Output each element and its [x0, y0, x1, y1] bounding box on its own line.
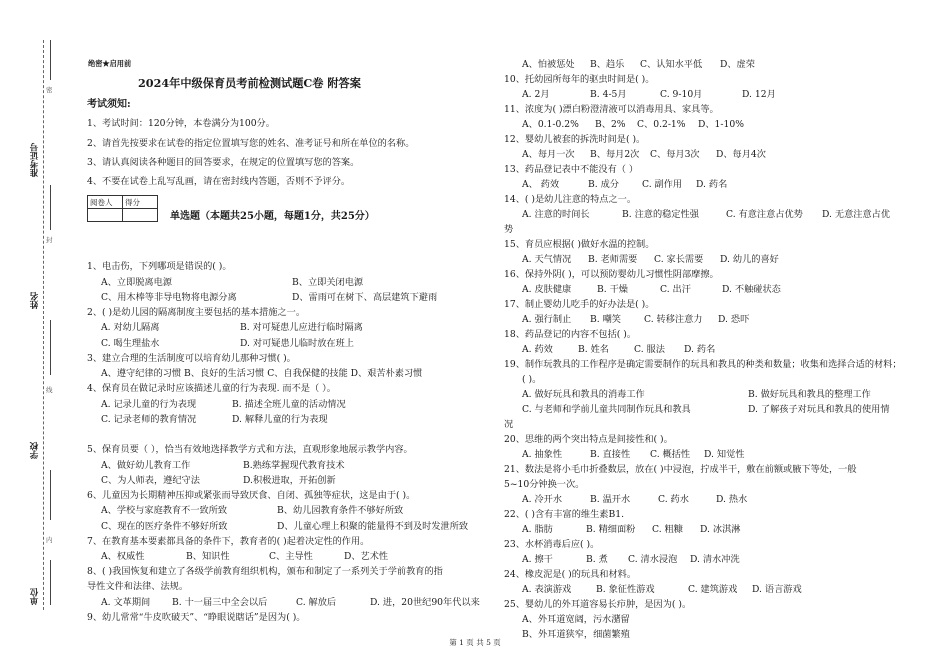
question-line: 4、保育员在做记录时应该描述儿童的行为表现. 而不是（ ）。	[87, 383, 336, 394]
question-line: 5、保育员要（ ），恰当有效地选择教学方式和方法，直观形象地展示教学内容。	[87, 444, 413, 455]
option-line: C、用木棒等非导电物将电源分离	[101, 292, 237, 303]
option-line: D、每月4次	[716, 149, 766, 160]
question-line: 3、建立合理的生活制度可以培育幼儿那种习惯( )。	[87, 353, 296, 364]
option-line: D. 冰淇淋	[700, 524, 741, 535]
secret-mark: 绝密★启用前	[88, 59, 132, 68]
option-line: D. 幼儿的喜好	[720, 254, 779, 265]
option-line: C、0.2-1%	[637, 119, 686, 130]
question-line: 22、( )含有丰富的维生素B1.	[504, 509, 624, 520]
option-line: B. 老师需要	[588, 254, 638, 265]
exam-number-label: 准考证号	[30, 143, 40, 177]
question-line: 16、保持外阴( )，可以预防婴幼儿习惯性阴部摩擦。	[504, 269, 719, 280]
question-line: 7、在教育基本要素都具备的条件下，教育者的( )起着决定性的作用。	[87, 536, 370, 547]
fill-line	[50, 560, 51, 605]
option-line: C. 副作用	[642, 179, 683, 190]
option-line: C. 服法	[634, 344, 665, 355]
option-line: B、知识性	[186, 551, 230, 562]
option-line: C. 转移注意力	[644, 314, 703, 325]
option-line: D. 知觉性	[704, 449, 745, 460]
option-line: D. 恐吓	[718, 314, 750, 325]
option-line: C. 有意注意占优势	[726, 209, 803, 220]
option-line: A、做好幼儿教育工作	[101, 460, 191, 471]
option-line: B. 干燥	[597, 284, 628, 295]
instructions-heading: 考试须知:	[87, 99, 131, 110]
option-line: D. 药名	[684, 344, 716, 355]
option-line: D. 清水冲洗	[690, 554, 740, 565]
option-line: B. 温开水	[590, 494, 631, 505]
option-line: A、学校与家庭教育不一致所致	[101, 505, 228, 516]
option-line: B. 注意的稳定性强	[622, 209, 699, 220]
option-line: A. 2月	[522, 89, 550, 100]
option-line: A、遵守纪律的习惯 B、良好的生活习惯 C、自我保健的技能 D、艰苦朴素习惯	[101, 368, 423, 379]
name-label: 姓名	[30, 292, 40, 309]
option-line: B. 描述全班儿童的活动情况	[232, 399, 346, 410]
page-title: 2024年中级保育员考前检测试题C卷 附答案	[138, 76, 361, 90]
option-line: A、怕被惩处	[522, 59, 575, 70]
option-line: A. 擦干	[522, 554, 553, 565]
option-line: C、认知水平低	[640, 59, 703, 70]
option-line: C. 记录老师的教育情况	[101, 414, 197, 425]
seal-line	[43, 40, 44, 610]
option-line: C. 家长需要	[654, 254, 704, 265]
option-line: D. 了解孩子对玩具和教具的使用情	[748, 404, 890, 415]
fill-line	[50, 185, 51, 230]
option-line: C. 解放后	[296, 597, 337, 608]
option-line: B. 十一届三中全会以后	[172, 597, 268, 608]
option-line: C. 建筑游戏	[688, 584, 738, 595]
option-line: B、幼儿园教育条件不够好所致	[277, 505, 404, 516]
option-line: B、外耳道狭窄，细菌繁殖	[522, 629, 630, 640]
option-line: D. 无意注意占优	[822, 209, 891, 220]
option-line: B. 直接性	[590, 449, 631, 460]
question-line: 11、浓度为( )漂白粉澄清液可以消毒用具、家具等。	[504, 104, 719, 115]
option-line: B、趋乐	[590, 59, 625, 70]
question-line: 19、制作玩教具的工作程序是确定需要制作的玩具和教具的种类和数量；收集和选择合适的材料；	[504, 359, 902, 370]
option-line: A. 文革期间	[101, 597, 151, 608]
option-line: C. 药水	[658, 494, 689, 505]
question-line: 8、( )我国恢复和建立了各级学前教育组织机构，颁布和制定了一系列关于学前教育的指	[87, 566, 443, 577]
question-line: 14、( )是幼儿注意的特点之一。	[504, 194, 637, 205]
option-line: B. 嘲笑	[590, 314, 621, 325]
option-line: C. 清水浸泡	[628, 554, 678, 565]
question-line: 10、托幼园所每年的驱虫时间是( )。	[504, 74, 655, 85]
option-line: 况	[504, 419, 514, 430]
instruction-item: 4、不要在试卷上乱写乱画，请在密封线内答题，否则不予评分。	[87, 176, 351, 187]
option-line: D.积极进取，开拓创新	[243, 475, 336, 486]
option-line: A. 对幼儿隔离	[101, 322, 160, 333]
seal-mark: 密	[46, 86, 53, 94]
question-line: 20、思维的两个突出特点是间接性和( )。	[504, 434, 673, 445]
unit-label: 单位	[30, 588, 40, 605]
score-cell	[123, 209, 158, 222]
option-line: A、外耳道宽阔，污水潴留	[522, 614, 630, 625]
option-line: B. 4-5月	[590, 89, 627, 100]
option-line: B. 姓名	[578, 344, 609, 355]
option-line: A、每月一次	[522, 149, 575, 160]
option-line: A、0.1-0.2%	[522, 119, 579, 130]
option-line: A. 记录儿童的行为表现	[101, 399, 197, 410]
option-line: D. 药名	[696, 179, 728, 190]
option-line: D. 进，20世纪90年代以来	[370, 597, 480, 608]
option-line: C、主导性	[269, 551, 313, 562]
option-line: C. 9-10月	[660, 89, 703, 100]
option-line: ( )。	[522, 374, 542, 385]
option-line: A. 表演游戏	[522, 584, 572, 595]
option-line: D. 对可疑患儿临时放在班上	[240, 338, 354, 349]
question-line: 21、数法是将小毛巾折叠数层，放在( )中浸泡，拧成半干，敷在前额或腋下等处，一般	[504, 464, 857, 475]
option-line: C、为人师表，遵纪守法	[101, 475, 200, 486]
option-line: A. 抽象性	[522, 449, 563, 460]
instruction-item: 2、请首先按要求在试卷的指定位置填写您的姓名、准考证号和所在单位的名称。	[87, 138, 415, 149]
fill-line	[50, 320, 51, 375]
option-line: A. 冷开水	[522, 494, 563, 505]
option-line: A. 皮肤健康	[522, 284, 572, 295]
option-line: B、每月2次	[590, 149, 640, 160]
option-line: C、每月3次	[650, 149, 700, 160]
question-line: 13、药品登记表中不能没有（ ）	[504, 164, 639, 175]
question-line: 12、婴幼儿被套的拆洗时间是( )。	[504, 134, 646, 145]
question-line: 15、育员应根据( )做好水温的控制。	[504, 239, 655, 250]
option-line: B.熟练掌握现代教育技术	[243, 460, 345, 471]
option-line: D、1-10%	[698, 119, 744, 130]
question-line: 1、电击伤，下列哪项是错误的( )。	[87, 261, 232, 272]
instruction-item: 1、考试时间：120分钟，本卷满分为100分。	[87, 118, 275, 129]
question-line: 24、橡皮泥是( )的玩具和材料。	[504, 569, 637, 580]
option-line: B. 做好玩具和教具的整理工作	[748, 389, 871, 400]
option-line: D. 不触碰状态	[722, 284, 781, 295]
seal-mark: 内	[46, 536, 53, 544]
option-line: B. 对可疑患儿应进行临时隔离	[240, 322, 363, 333]
option-line: C. 与老师和学前儿童共同制作玩具和教具	[522, 404, 691, 415]
seal-mark: 线	[46, 386, 53, 394]
option-line: B. 煮	[586, 554, 608, 565]
option-line: C. 出汗	[660, 284, 691, 295]
option-line: D、儿童心理上积聚的能量得不到及时发泄所致	[277, 521, 469, 532]
option-line: B. 精细面粉	[586, 524, 636, 535]
option-line: A. 做好玩具和教具的消毒工作	[522, 389, 645, 400]
question-line: 25、婴幼儿的外耳道容易长疖肿，是因为( )。	[504, 599, 692, 610]
school-label: 学校	[30, 442, 40, 459]
option-line: D、艺术性	[344, 551, 389, 562]
option-line: A. 强行制止	[522, 314, 572, 325]
option-line: A、权威性	[101, 551, 145, 562]
page-footer: 第 1 页 共 5 页	[449, 638, 501, 647]
grader-header: 阅卷人	[88, 196, 123, 209]
option-line: B. 象征性游戏	[596, 584, 655, 595]
instruction-item: 3、请认真阅读各种题目的回答要求，在规定的位置填写您的答案。	[87, 157, 360, 168]
question-line: 17、制止婴幼儿吃手的好办法是( )。	[504, 299, 655, 310]
option-line: A. 注意的时间长	[522, 209, 590, 220]
question-line: 2、( )是幼儿园的隔离制度主要包括的基本措施之一。	[87, 307, 306, 318]
question-line: 5~10分钟换一次。	[504, 479, 585, 490]
score-header: 得分	[123, 196, 158, 209]
option-line: C. 喝生理盐水	[101, 338, 160, 349]
option-line: A. 药效	[522, 344, 553, 355]
option-line: C、现在的医疗条件不够好所致	[101, 521, 228, 532]
option-line: 势	[504, 224, 514, 235]
question-line: 9、幼儿常常“牛皮吹破天”、“睁眼说瞎话”是因为( )。	[87, 612, 306, 623]
option-line: C. 概括性	[650, 449, 691, 460]
option-line: B. 成分	[588, 179, 619, 190]
option-line: A、 药效	[522, 179, 560, 190]
seal-mark: 封	[46, 236, 53, 244]
option-line: A、立即脱离电源	[101, 277, 172, 288]
section-heading: 单选题（本题共25小题，每题1分，共25分）	[170, 211, 375, 222]
question-line: 导性文件和法律、法规。	[87, 581, 189, 592]
option-line: D、雷雨可在树下、高层建筑下避雨	[292, 292, 438, 303]
option-line: C. 粗糠	[652, 524, 683, 535]
option-line: D. 解释儿童的行为表现	[232, 414, 328, 425]
option-line: B、2%	[595, 119, 626, 130]
option-line: A. 天气情况	[522, 254, 572, 265]
grader-cell	[88, 209, 123, 222]
question-line: 23、水杯消毒后应( )。	[504, 539, 600, 550]
question-line: 6、儿童因为长期精神压抑或紧张而导致厌食、自闭、孤独等症状，这是由于( )。	[87, 490, 416, 501]
option-line: D. 12月	[742, 89, 776, 100]
fill-line	[50, 40, 51, 80]
fill-line	[50, 470, 51, 520]
question-line: 18、药品登记的内容不包括( )。	[504, 329, 637, 340]
option-line: D. 语言游戏	[752, 584, 802, 595]
option-line: D、虚荣	[720, 59, 755, 70]
option-line: B、立即关闭电源	[292, 277, 364, 288]
option-line: A. 脂肪	[522, 524, 553, 535]
option-line: D. 热水	[716, 494, 748, 505]
score-table	[87, 195, 158, 222]
